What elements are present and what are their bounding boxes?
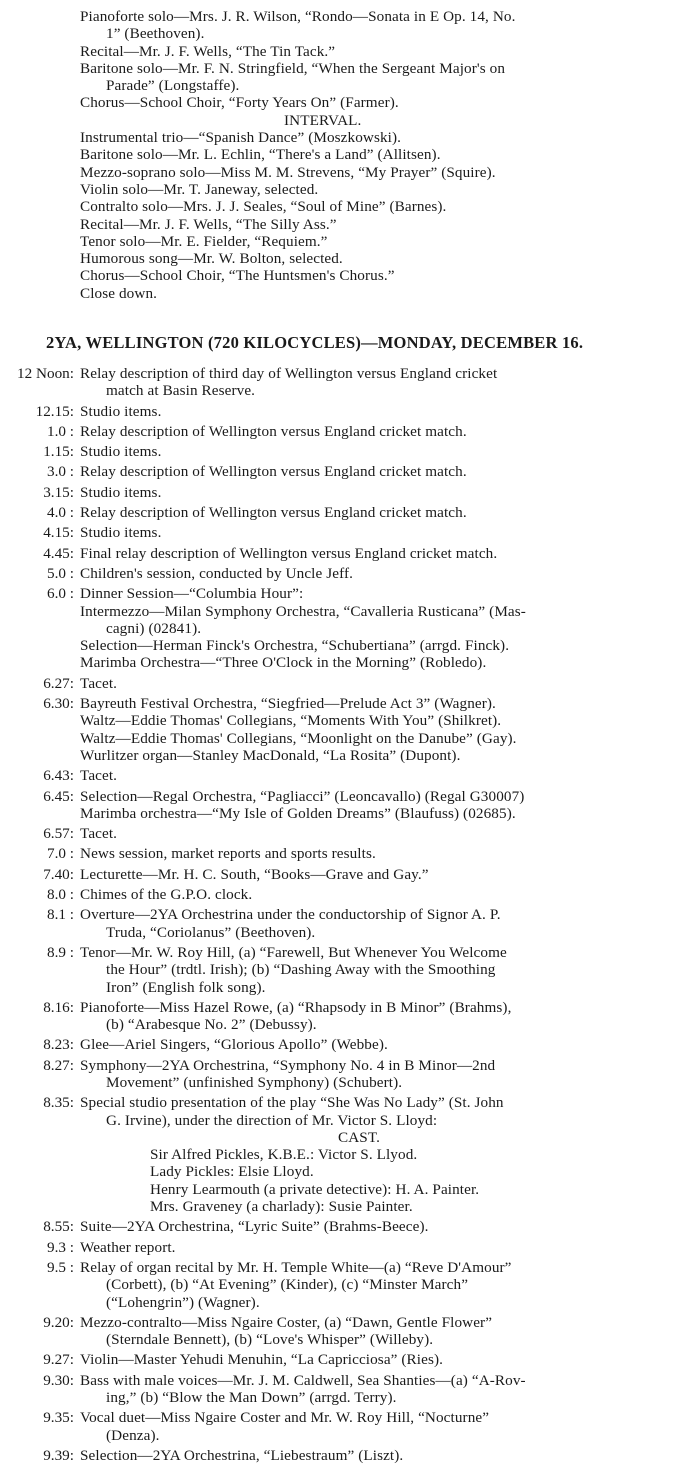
description-line: Bayreuth Festival Orchestra, “Siegfried—Prelude Act 3” (Wagner).	[80, 695, 496, 713]
schedule-time: 6.30:	[43, 695, 74, 713]
schedule-description	[80, 825, 692, 842]
programme-line: Baritone solo—Mr. F. N. Stringfield, “When the Sergeant Major's on	[80, 59, 506, 77]
schedule-description	[80, 675, 692, 692]
description-line: match at Basin Reserve.	[106, 382, 256, 400]
schedule-time: 6.0 :	[46, 585, 74, 603]
programme-line: Chorus—School Choir, “The Huntsmen's Chorus.”	[80, 267, 395, 285]
schedule-entry	[0, 767, 700, 784]
schedule-entry	[0, 695, 700, 764]
schedule-time: 4.15:	[43, 524, 74, 542]
schedule-entry	[0, 1372, 700, 1407]
schedule-entry	[0, 463, 700, 480]
schedule-entry	[0, 443, 700, 460]
programme-line: Instrumental trio—“Spanish Dance” (Moszkowski).	[80, 129, 402, 147]
schedule-entry	[0, 1218, 700, 1235]
description-line: Wurlitzer organ—Stanley MacDonald, “La Rosita” (Dupont).	[80, 746, 461, 764]
description-line: Special studio presentation of the play “She Was No Lady” (St. John	[80, 1094, 504, 1112]
schedule-description	[80, 365, 692, 400]
programme-line: Tenor solo—Mr. E. Fielder, “Requiem.”	[80, 232, 328, 250]
schedule-description	[80, 788, 692, 823]
schedule-time: 8.1 :	[46, 906, 74, 924]
previous-programme-list	[80, 8, 692, 302]
schedule-time: 12.15:	[35, 402, 74, 420]
description-line: Relay of organ recital by Mr. H. Temple White—(a) “Reve D'Amour”	[80, 1258, 512, 1276]
schedule-description	[80, 1314, 692, 1349]
description-line: Studio items.	[80, 524, 162, 542]
schedule-description	[80, 1259, 692, 1311]
schedule-entry	[0, 999, 700, 1034]
interval-heading: INTERVAL.	[284, 111, 362, 129]
schedule-time: 9.27:	[43, 1351, 74, 1369]
schedule-description	[80, 886, 692, 903]
schedule-description	[80, 1036, 692, 1053]
schedule-time: 1.0 :	[46, 422, 74, 440]
schedule-time: 8.9 :	[46, 943, 74, 961]
schedule-entry	[0, 1351, 700, 1368]
description-line: Truda, “Coriolanus” (Beethoven).	[106, 923, 316, 941]
schedule-description	[80, 906, 692, 941]
programme-line: Pianoforte solo—Mrs. J. R. Wilson, “Rondo—Sonata in E Op. 14, No.	[80, 8, 516, 25]
schedule-time: 6.57:	[43, 825, 74, 843]
description-line: Tenor—Mr. W. Roy Hill, (a) “Farewell, But Whenever You Welcome	[80, 943, 507, 961]
schedule-entry	[0, 403, 700, 420]
schedule-description	[80, 1351, 692, 1368]
schedule-time: 9.39:	[43, 1446, 74, 1464]
cast-member: Lady Pickles: Elsie Lloyd.	[150, 1163, 314, 1181]
schedule-entry	[0, 565, 700, 582]
schedule-description	[80, 524, 692, 541]
cast-heading: CAST.	[338, 1128, 380, 1146]
description-line: Selection—2YA Orchestrina, “Liebestraum” (Liszt).	[80, 1446, 404, 1464]
schedule-time: 6.45:	[43, 787, 74, 805]
schedule-description	[80, 767, 692, 784]
description-line: Final relay description of Wellington versus England cricket match.	[80, 544, 498, 562]
description-line: ing,” (b) “Blow the Man Down” (arrgd. Terry).	[106, 1389, 397, 1407]
description-line: Weather report.	[80, 1238, 176, 1256]
schedule-time: 9.3 :	[46, 1238, 74, 1256]
description-line: Waltz—Eddie Thomas' Collegians, “Moonlight on the Danube” (Gay).	[80, 729, 517, 747]
programme-line: Humorous song—Mr. W. Bolton, selected.	[80, 250, 343, 268]
description-line: (Sterndale Bennett), (b) “Love's Whisper” (Willeby).	[106, 1331, 434, 1349]
cast-member: Henry Learmouth (a private detective): H. A. Painter.	[150, 1180, 480, 1198]
schedule-description	[80, 1239, 692, 1256]
description-line: Studio items.	[80, 443, 162, 461]
schedule-time: 3.0 :	[46, 463, 74, 481]
programme-schedule	[0, 365, 700, 1464]
description-line: Iron” (English folk song).	[106, 978, 266, 996]
schedule-description	[80, 484, 692, 501]
schedule-entry	[0, 1036, 700, 1053]
description-line: Glee—Ariel Singers, “Glorious Apollo” (Webbe).	[80, 1036, 388, 1054]
schedule-time: 9.20:	[43, 1313, 74, 1331]
schedule-description	[80, 695, 692, 764]
description-line: cagni) (02841).	[106, 619, 202, 637]
schedule-description	[80, 1094, 692, 1215]
schedule-time: 7.40:	[43, 865, 74, 883]
programme-line: Violin solo—Mr. T. Janeway, selected.	[80, 180, 319, 198]
programme-line: Mezzo-soprano solo—Miss M. M. Strevens, “My Prayer” (Squire).	[80, 163, 496, 181]
schedule-time: 5.0 :	[46, 564, 74, 582]
schedule-description	[80, 866, 692, 883]
cast-member: Mrs. Graveney (a charlady): Susie Painter.	[150, 1198, 413, 1216]
programme-line: Recital—Mr. J. F. Wells, “The Silly Ass.”	[80, 215, 337, 233]
description-line: Suite—2YA Orchestrina, “Lyric Suite” (Brahms-Beece).	[80, 1218, 429, 1236]
description-line: Movement” (unfinished Symphony) (Schubert).	[106, 1073, 403, 1091]
schedule-entry	[0, 1447, 700, 1464]
schedule-time: 4.0 :	[46, 504, 74, 522]
schedule-time: 6.27:	[43, 674, 74, 692]
schedule-description	[80, 944, 692, 996]
description-line: Waltz—Eddie Thomas' Collegians, “Moments With You” (Shilkret).	[80, 712, 502, 730]
description-line: (b) “Arabesque No. 2” (Debussy).	[106, 1016, 317, 1034]
schedule-entry	[0, 866, 700, 883]
description-line: Violin—Master Yehudi Menuhin, “La Capricciosa” (Ries).	[80, 1351, 444, 1369]
schedule-description	[80, 504, 692, 521]
description-line: (Denza).	[106, 1426, 160, 1444]
schedule-time: 8.27:	[43, 1056, 74, 1074]
schedule-entry	[0, 944, 700, 996]
schedule-description	[80, 423, 692, 440]
schedule-time: 8.16:	[43, 998, 74, 1016]
schedule-description	[80, 403, 692, 420]
schedule-entry	[0, 504, 700, 521]
schedule-description	[80, 1409, 692, 1444]
description-line: News session, market reports and sports results.	[80, 845, 376, 863]
schedule-description	[80, 1218, 692, 1235]
description-line: Selection—Herman Finck's Orchestra, “Schubertiana” (arrgd. Finck).	[80, 637, 510, 655]
description-line: (“Lohengrin”) (Wagner).	[106, 1293, 260, 1311]
description-line: Relay description of Wellington versus England cricket match.	[80, 422, 467, 440]
schedule-time: 9.35:	[43, 1409, 74, 1427]
schedule-description	[80, 1447, 692, 1464]
schedule-description	[80, 845, 692, 862]
schedule-entry	[0, 1057, 700, 1092]
description-line: Tacet.	[80, 767, 118, 785]
description-line: Overture—2YA Orchestrina under the conductorship of Signor A. P.	[80, 906, 501, 924]
schedule-description	[80, 545, 692, 562]
description-line: Relay description of Wellington versus England cricket match.	[80, 504, 467, 522]
schedule-description	[80, 565, 692, 582]
description-line: Lecturette—Mr. H. C. South, “Books—Grave and Gay.”	[80, 865, 429, 883]
schedule-entry	[0, 1259, 700, 1311]
description-line: Tacet.	[80, 825, 118, 843]
programme-line: Recital—Mr. J. F. Wells, “The Tin Tack.”	[80, 42, 336, 60]
schedule-description	[80, 1057, 692, 1092]
schedule-entry	[0, 675, 700, 692]
section-heading: 2YA, WELLINGTON (720 KILOCYCLES)—MONDAY, DECEMBER 16.	[46, 333, 584, 352]
description-line: Studio items.	[80, 402, 162, 420]
schedule-description	[80, 585, 692, 671]
schedule-entry	[0, 1314, 700, 1349]
description-line: Mezzo-contralto—Miss Ngaire Coster, (a) “Dawn, Gentle Flower”	[80, 1313, 493, 1331]
description-line: (Corbett), (b) “At Evening” (Kinder), (c) “Minster March”	[106, 1276, 469, 1294]
schedule-time: 1.15:	[43, 443, 74, 461]
programme-line: Parade” (Longstaffe).	[106, 77, 240, 95]
description-line: Chimes of the G.P.O. clock.	[80, 886, 253, 904]
programme-line: Contralto solo—Mrs. J. J. Seales, “Soul of Mine” (Barnes).	[80, 198, 447, 216]
description-line: Symphony—2YA Orchestrina, “Symphony No. 4 in B Minor—2nd	[80, 1056, 496, 1074]
schedule-entry	[0, 1094, 700, 1215]
schedule-time: 12 Noon:	[17, 365, 74, 382]
schedule-entry	[0, 886, 700, 903]
schedule-entry	[0, 1239, 700, 1256]
schedule-entry	[0, 545, 700, 562]
description-line: Relay description of third day of Wellington versus England cricket	[80, 365, 498, 382]
schedule-time: 8.35:	[43, 1094, 74, 1112]
description-line: Tacet.	[80, 674, 118, 692]
programme-line: Baritone solo—Mr. L. Echlin, “There's a Land” (Allitsen).	[80, 146, 441, 164]
schedule-entry	[0, 788, 700, 823]
description-line: G. Irvine), under the direction of Mr. Victor S. Lloyd:	[106, 1111, 438, 1129]
schedule-time: 6.43:	[43, 767, 74, 785]
schedule-time: 8.55:	[43, 1218, 74, 1236]
description-line: Relay description of Wellington versus England cricket match.	[80, 463, 467, 481]
description-line: Marimba orchestra—“My Isle of Golden Dreams” (Blaufuss) (02685).	[80, 804, 516, 822]
schedule-description	[80, 443, 692, 460]
schedule-description	[80, 999, 692, 1034]
schedule-entry	[0, 1409, 700, 1444]
schedule-description	[80, 463, 692, 480]
schedule-entry	[0, 524, 700, 541]
description-line: Selection—Regal Orchestra, “Pagliacci” (Leoncavallo) (Regal G30007)	[80, 787, 525, 805]
schedule-description	[80, 1372, 692, 1407]
schedule-time: 4.45:	[43, 544, 74, 562]
schedule-time: 9.30:	[43, 1371, 74, 1389]
description-line: Pianoforte—Miss Hazel Rowe, (a) “Rhapsody in B Minor” (Brahms),	[80, 998, 512, 1016]
schedule-entry	[0, 906, 700, 941]
schedule-entry	[0, 585, 700, 671]
schedule-entry	[0, 423, 700, 440]
description-line: Bass with male voices—Mr. J. M. Caldwell, Sea Shanties—(a) “A-Rov-	[80, 1371, 526, 1389]
schedule-time: 3.15:	[43, 483, 74, 501]
cast-member: Sir Alfred Pickles, K.B.E.: Victor S. Llyod.	[150, 1146, 418, 1164]
schedule-entry	[0, 825, 700, 842]
description-line: Studio items.	[80, 483, 162, 501]
schedule-time: 9.5 :	[46, 1258, 74, 1276]
schedule-entry	[0, 365, 700, 400]
description-line: Children's session, conducted by Uncle Jeff.	[80, 564, 354, 582]
schedule-time: 8.0 :	[46, 886, 74, 904]
programme-line: 1” (Beethoven).	[106, 25, 205, 43]
schedule-entry	[0, 845, 700, 862]
schedule-entry	[0, 484, 700, 501]
description-line: Vocal duet—Miss Ngaire Coster and Mr. W. Roy Hill, “Nocturne”	[80, 1409, 490, 1427]
schedule-time: 8.23:	[43, 1036, 74, 1054]
programme-line: Close down.	[80, 284, 158, 302]
schedule-time: 7.0 :	[46, 845, 74, 863]
description-line: Marimba Orchestra—“Three O'Clock in the Morning” (Robledo).	[80, 654, 487, 672]
description-line: Dinner Session—“Columbia Hour”:	[80, 585, 304, 603]
description-line: Intermezzo—Milan Symphony Orchestra, “Cavalleria Rusticana” (Mas-	[80, 602, 526, 620]
description-line: the Hour” (trdtl. Irish); (b) “Dashing Away with the Smoothing	[106, 961, 496, 979]
programme-line: Chorus—School Choir, “Forty Years On” (Farmer).	[80, 94, 399, 112]
